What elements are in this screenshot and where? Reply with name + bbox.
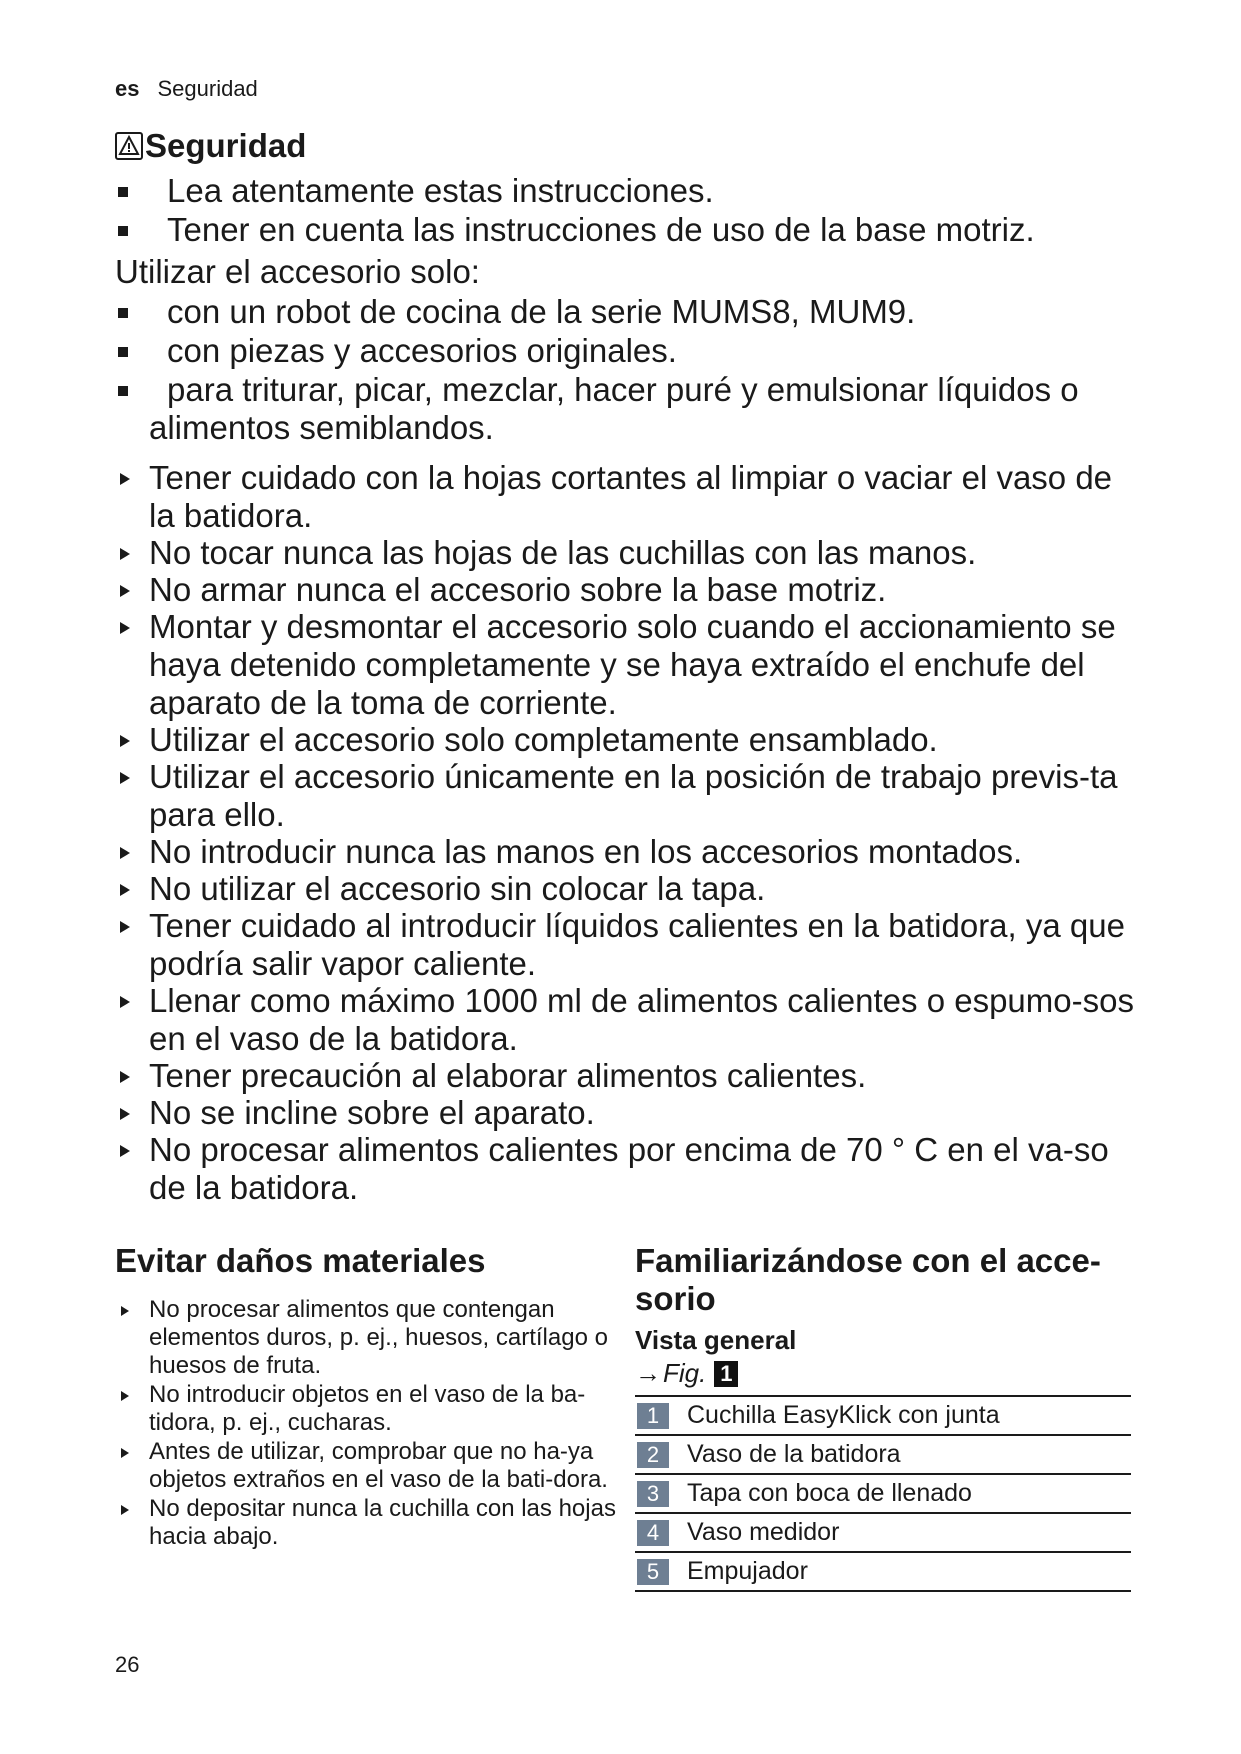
page-header xyxy=(115,76,258,102)
bullet-triangle-icon xyxy=(120,1145,130,1157)
bullet-triangle-icon xyxy=(120,735,130,747)
bullet-square-icon xyxy=(118,187,128,197)
warning-item: No procesar alimentos calientes por encima de 70 ° C en el va-so de la batidora. xyxy=(115,1131,1135,1207)
bullet-triangle-icon xyxy=(120,585,130,597)
bullet-triangle-icon xyxy=(120,548,130,560)
usage-list xyxy=(115,293,1135,447)
table-row xyxy=(635,1475,1131,1514)
list-item: Antes de utilizar, comprobar que no ha-ya objetos extraños en el vaso de la bati-dora. xyxy=(115,1438,625,1494)
read-list xyxy=(115,172,1135,249)
damage-list xyxy=(115,1296,625,1551)
part-number-badge: 1 xyxy=(637,1403,669,1429)
bullet-square-icon xyxy=(118,308,128,318)
warning-item: Tener precaución al elaborar alimentos calientes. xyxy=(115,1057,1135,1095)
bullet-triangle-icon xyxy=(121,1448,129,1458)
damage-title: Evitar daños materiales xyxy=(115,1242,486,1279)
bullet-square-icon xyxy=(118,347,128,357)
part-number-badge: 5 xyxy=(637,1559,669,1585)
part-label: Empujador xyxy=(687,1557,808,1585)
bullet-triangle-icon xyxy=(121,1505,129,1515)
list-item: No introducir objetos en el vaso de la ba-tidora, p. ej., cucharas. xyxy=(115,1381,625,1437)
list-item: Lea atentamente estas instrucciones. xyxy=(115,172,1135,210)
overview-title: Familiarizándose con el acce-sorio xyxy=(635,1242,1101,1317)
part-label: Vaso de la batidora xyxy=(687,1440,901,1468)
part-label: Vaso medidor xyxy=(687,1518,840,1546)
bullet-triangle-icon xyxy=(120,996,130,1008)
bullet-triangle-icon xyxy=(120,1108,130,1120)
warning-item: No introducir nunca las manos en los accesorios montados. xyxy=(115,833,1135,871)
damage-section xyxy=(115,1242,625,1552)
header-section: Seguridad xyxy=(157,76,258,101)
part-number-badge: 2 xyxy=(637,1442,669,1468)
warning-item: No tocar nunca las hojas de las cuchillas con las manos. xyxy=(115,534,1135,572)
list-item: No procesar alimentos que contengan elementos duros, p. ej., huesos, cartílago o huesos de fruta. xyxy=(115,1296,625,1380)
warning-item: Montar y desmontar el accesorio solo cuando el accionamiento se haya detenido completamente y se haya extraído el enchufe del aparato de la toma de corriente. xyxy=(115,608,1135,722)
part-number-badge: 3 xyxy=(637,1481,669,1507)
list-item: Tener en cuenta las instrucciones de uso de la base motriz. xyxy=(115,211,1135,249)
figure-reference[interactable] xyxy=(635,1358,1131,1389)
safety-section xyxy=(115,172,1135,1206)
overview-subtitle: Vista general xyxy=(635,1325,797,1355)
warning-item: Tener cuidado con la hojas cortantes al limpiar o vaciar el vaso de la batidora. xyxy=(115,459,1135,535)
warning-item: No armar nunca el accesorio sobre la base motriz. xyxy=(115,571,1135,609)
warning-item: Tener cuidado al introducir líquidos calientes en la batidora, ya que podría salir vapor caliente. xyxy=(115,907,1135,983)
bullet-triangle-icon xyxy=(120,622,130,634)
overview-section xyxy=(635,1242,1131,1592)
warning-icon xyxy=(115,132,143,160)
table-row xyxy=(635,1436,1131,1475)
bullet-triangle-icon xyxy=(121,1306,129,1316)
language-code: es xyxy=(115,76,140,101)
part-label: Cuchilla EasyKlick con junta xyxy=(687,1401,1000,1429)
bullet-triangle-icon xyxy=(120,772,130,784)
bullet-square-icon xyxy=(118,386,128,396)
bullet-triangle-icon xyxy=(120,1071,130,1083)
bullet-triangle-icon xyxy=(120,921,130,933)
part-label: Tapa con boca de llenado xyxy=(687,1479,972,1507)
bullet-square-icon xyxy=(118,226,128,236)
list-item: con piezas y accesorios originales. xyxy=(115,332,1135,370)
table-row xyxy=(635,1514,1131,1553)
warning-item: No se incline sobre el aparato. xyxy=(115,1094,1135,1132)
warning-item: No utilizar el accesorio sin colocar la tapa. xyxy=(115,870,1135,908)
bullet-triangle-icon xyxy=(120,847,130,859)
warning-item: Llenar como máximo 1000 ml de alimentos calientes o espumo-sos en el vaso de la batidora. xyxy=(115,982,1135,1058)
list-item: para triturar, picar, mezclar, hacer puré y emulsionar líquidos o alimentos semiblandos. xyxy=(115,371,1135,447)
figure-label: Fig. xyxy=(663,1358,707,1388)
arrow-right-icon: → xyxy=(635,1358,661,1388)
list-item: con un robot de cocina de la serie MUMS8, MUM9. xyxy=(115,293,1135,331)
page-title-text: Seguridad xyxy=(145,127,307,164)
list-item: No depositar nunca la cuchilla con las hojas hacia abajo. xyxy=(115,1495,625,1551)
figure-number-badge: 1 xyxy=(714,1361,738,1387)
part-number-badge: 4 xyxy=(637,1520,669,1546)
table-row xyxy=(635,1553,1131,1592)
usage-intro: Utilizar el accesorio solo: xyxy=(115,253,480,290)
parts-table xyxy=(635,1395,1131,1592)
warning-list xyxy=(115,459,1135,1207)
warning-item: Utilizar el accesorio únicamente en la posición de trabajo previs-ta para ello. xyxy=(115,758,1135,834)
bullet-triangle-icon xyxy=(120,884,130,896)
bullet-triangle-icon xyxy=(121,1391,129,1401)
bullet-triangle-icon xyxy=(120,473,130,485)
warning-item: Utilizar el accesorio solo completamente ensamblado. xyxy=(115,721,1135,759)
page-number: 26 xyxy=(115,1652,140,1677)
page-title xyxy=(115,127,306,165)
table-row xyxy=(635,1397,1131,1436)
